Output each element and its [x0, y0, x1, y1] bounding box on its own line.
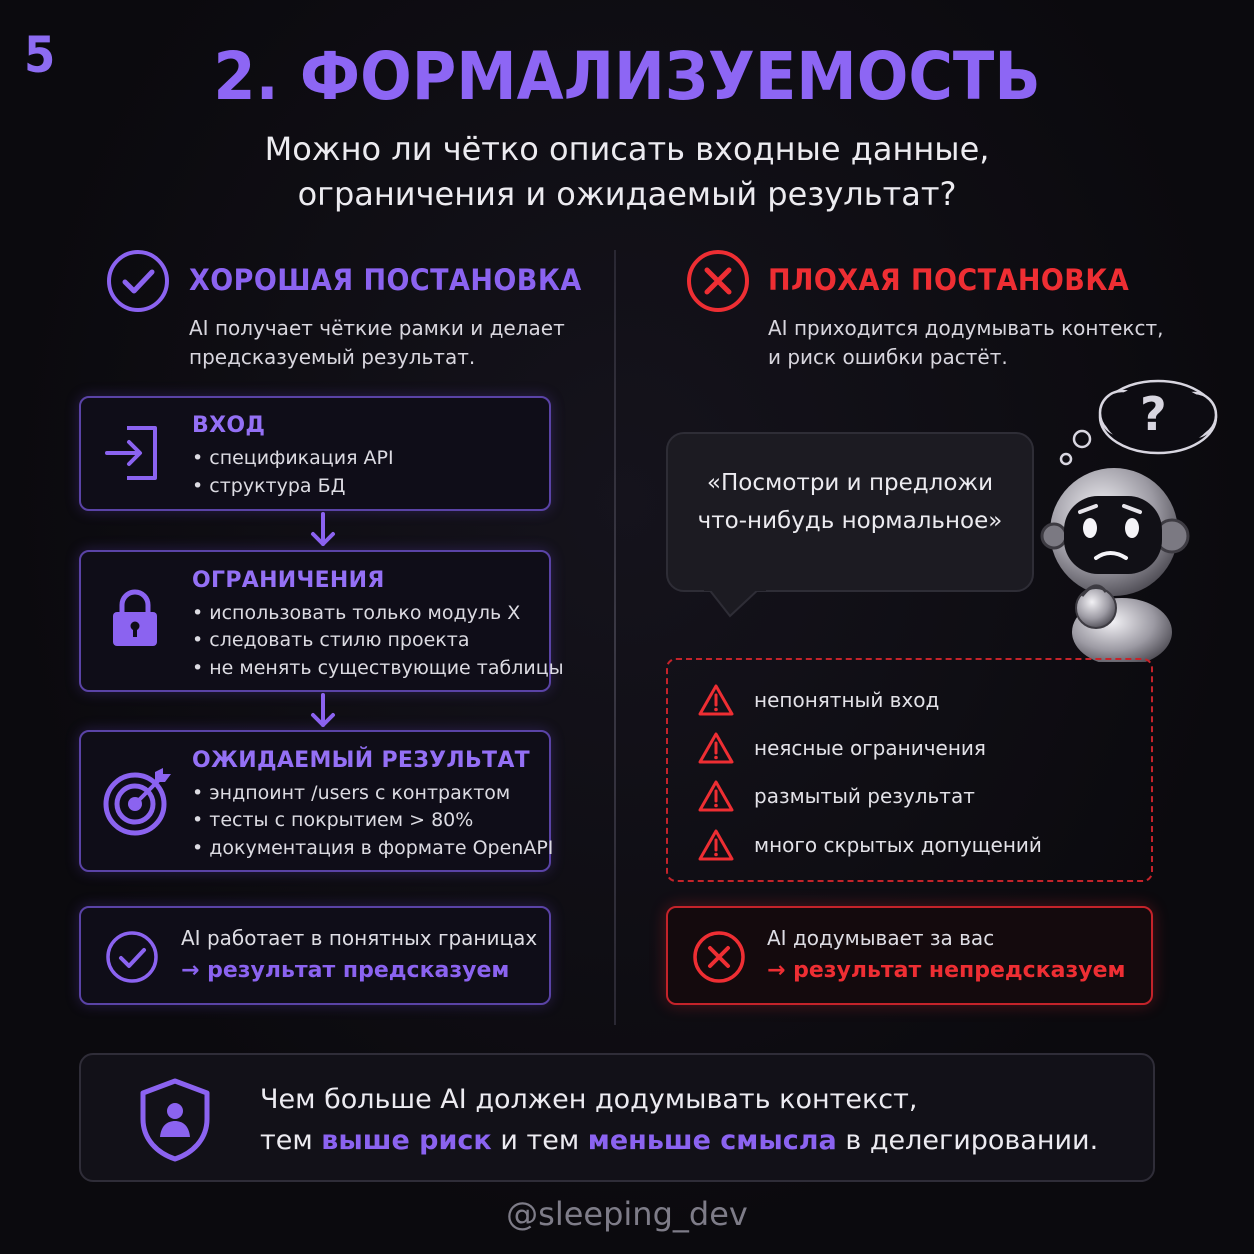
page-title: 2. ФОРМАЛИЗУЕМОСТЬ: [213, 38, 1041, 115]
subtitle-line-1: Можно ли чётко описать входные данные,: [264, 130, 990, 168]
warning-row: [698, 732, 986, 764]
bad-summary-card: [666, 906, 1153, 1005]
conclusion-line-2: [260, 1120, 1098, 1161]
warning-icon: [698, 780, 734, 812]
conclusion-box: [79, 1053, 1155, 1182]
warning-row: [698, 684, 939, 716]
warning-text: много скрытых допущений: [754, 833, 1042, 857]
thought-question-mark: ?: [1140, 387, 1167, 441]
x-circle-icon: [692, 930, 746, 988]
expected-result-card-title: ОЖИДАЕМЫЙ РЕЗУЛЬТАТ: [192, 748, 530, 773]
good-title: ХОРОШАЯ ПОСТАНОВКА: [189, 263, 582, 297]
target-icon: [101, 766, 173, 842]
good-desc-line-2: предсказуемый результат.: [189, 345, 476, 369]
column-divider: [614, 250, 616, 1025]
arrow-down-icon: [309, 512, 337, 552]
warning-text: неясные ограничения: [754, 736, 986, 760]
warning-icon: [698, 732, 734, 764]
expected-item-1: • эндпоинт /users с контрактом: [192, 780, 510, 808]
expected-result-card: [79, 730, 554, 872]
conclusion-highlight-risk: выше риск: [321, 1125, 492, 1156]
good-summary-line-1: AI работает в понятных границах: [181, 926, 538, 950]
good-desc-line-1: AI получает чёткие рамки и делает: [189, 316, 565, 340]
warning-icon: [698, 684, 734, 716]
constraints-card-title: ОГРАНИЧЕНИЯ: [192, 568, 385, 593]
speech-bubble-tail: [700, 588, 770, 622]
bad-title: ПЛОХАЯ ПОСТАНОВКА: [768, 263, 1130, 297]
quote-line-2: что-нибудь нормальное»: [697, 508, 1003, 534]
quote-line-1: «Посмотри и предложи: [706, 470, 994, 496]
warning-row: [698, 780, 975, 812]
login-icon: [103, 422, 161, 488]
author-handle: @sleeping_dev: [506, 1195, 748, 1233]
conclusion-text: в делегировании.: [836, 1125, 1099, 1156]
speech-bubble: [666, 432, 1034, 592]
input-card-title: ВХОД: [192, 413, 266, 438]
page-number: 5: [24, 26, 56, 84]
arrow-down-icon: [309, 693, 337, 733]
conclusion-line-1: Чем больше AI должен додумывать контекст,: [260, 1084, 918, 1115]
constraints-item-1: • использовать только модуль X: [192, 600, 520, 628]
warnings-box: [666, 658, 1153, 882]
bad-desc-line-2: и риск ошибки растёт.: [768, 345, 1008, 369]
constraints-item-3: • не менять существующие таблицы: [192, 655, 564, 683]
bad-summary-line-1: AI додумывает за вас: [767, 926, 995, 950]
conclusion-text: тем: [260, 1125, 322, 1156]
lock-icon: [111, 588, 159, 652]
conclusion-highlight-sense: меньше смысла: [587, 1125, 837, 1156]
check-circle-icon: [105, 930, 159, 988]
conclusion-text: и тем: [491, 1125, 588, 1156]
good-summary-line-2: → результат предсказуем: [181, 958, 510, 983]
bad-summary-line-2: → результат непредсказуем: [767, 958, 1126, 983]
bad-desc-line-1: AI приходится додумывать контекст,: [768, 316, 1164, 340]
good-summary-card: [79, 906, 551, 1005]
check-circle-icon: [106, 249, 170, 313]
warning-text: непонятный вход: [754, 688, 940, 712]
warning-row: [698, 829, 1042, 861]
warning-icon: [698, 829, 734, 861]
input-item-2: • структура БД: [192, 473, 345, 501]
subtitle-line-2: ограничения и ожидаемый результат?: [297, 175, 957, 213]
input-card: [79, 396, 551, 511]
constraints-card: [79, 550, 564, 692]
expected-item-2: • тесты с покрытием > 80%: [192, 807, 473, 835]
input-item-1: • спецификация API: [192, 445, 394, 473]
expected-item-3: • документация в формате OpenAPI: [192, 835, 553, 863]
shield-icon: [137, 1077, 213, 1167]
warning-text: размытый результат: [754, 784, 975, 808]
x-circle-icon: [686, 249, 750, 313]
constraints-item-2: • следовать стилю проекта: [192, 627, 469, 655]
confused-robot-icon: [1040, 462, 1196, 666]
